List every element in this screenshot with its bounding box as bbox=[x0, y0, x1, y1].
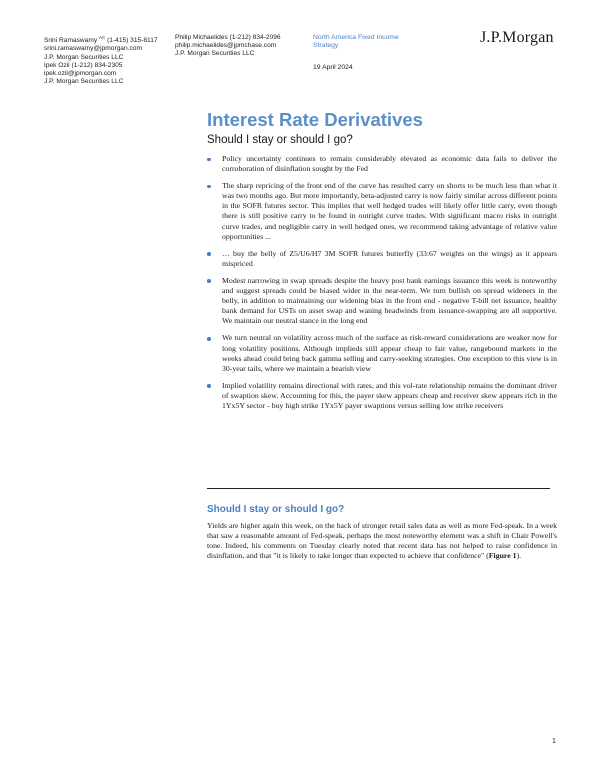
bullet-dot-icon bbox=[207, 384, 211, 388]
body-paragraph bbox=[207, 521, 557, 561]
author-phone: (1-212) 834-2096 bbox=[229, 34, 281, 41]
page-title: Interest Rate Derivatives bbox=[207, 109, 423, 130]
body-text-end: ). bbox=[516, 551, 522, 561]
section-heading: Should I stay or should I go? bbox=[207, 504, 345, 515]
author-line bbox=[44, 62, 158, 70]
author-block-left bbox=[44, 34, 158, 86]
summary-bullet bbox=[207, 154, 557, 174]
bullet-dot-icon bbox=[207, 185, 211, 189]
author-phone: (1-212) 834-2305 bbox=[71, 61, 123, 69]
summary-bullet bbox=[207, 276, 557, 326]
summary-bullet bbox=[207, 333, 557, 373]
author-firm: J.P. Morgan Securities LLC bbox=[44, 53, 124, 61]
bullet-text: Implied volatility remains directional with rates, and this vol-rate relationship remains the dominant driver of swaption skew. Accounting for this, the payer skew appears cheap and receiver skew appears rich in the 1Yx5Y sector - buy high strike 1Yx5Y payer swaptions versus selling low strike receivers bbox=[222, 380, 557, 410]
summary-bullet bbox=[207, 249, 557, 269]
figure-reference-link[interactable]: Figure 1 bbox=[488, 551, 517, 561]
author-line bbox=[175, 34, 281, 42]
section-divider bbox=[207, 488, 550, 489]
author-name: Srini Ramaswamy bbox=[44, 37, 98, 45]
author-firm: J.P. Morgan Securities LLC bbox=[175, 50, 255, 58]
bullet-text: … buy the belly of Z5/U6/H7 3M SOFR futures butterfly (33:67 weights on the wings) as it appears mispriced bbox=[222, 248, 557, 268]
bullet-text: Policy uncertainty continues to remain considerably elevated as economic data fails to deliver the corroboration of disinflation sought by the Fed bbox=[222, 154, 557, 174]
bullet-text: Modest narrowing in swap spreads despite the heavy post bank earnings issuance this week is noteworthy and suggest spreads could be biased wider in the near-term. We turn bullish on spread wideners in the belly, in addition to maintaining our widening bias in the front end - negative T-bill net issuance, healthy bank demand for USTs on asset swap and waning headwinds from issuance-swapping are all supportive. We maintain our neutral stance in the long end bbox=[222, 275, 557, 326]
author-email[interactable]: philip.michaelides@jpmchase.com bbox=[175, 42, 277, 50]
author-email[interactable]: ipek.ozil@jpmorgan.com bbox=[44, 70, 117, 77]
summary-bullet bbox=[207, 181, 557, 242]
summary-bullet bbox=[207, 381, 557, 411]
author-firm: J.P. Morgan Securities LLC bbox=[44, 78, 124, 86]
page-subtitle: Should I stay or should I go? bbox=[207, 134, 353, 146]
author-name: Ipek Ozil bbox=[44, 61, 70, 69]
report-series: North America Fixed Income Strategy bbox=[313, 34, 399, 50]
author-email[interactable]: srini.ramaswamy@jpmorgan.com bbox=[44, 45, 142, 53]
bullet-dot-icon bbox=[207, 279, 211, 283]
page-number: 1 bbox=[552, 738, 556, 745]
body-text: Yields are higher again this week, on the back of stronger retail sales data as well as more Fed-speak. In a week that saw a reasonable amount of Fed-speak, perhaps the most noteworthy element was a shift in Chair Powell's tone. Indeed, his comments on Tuesday clearly noted that recent data has not helped to raise confidence in disinflation, and that "it is likely to take longer than expected to achieve that confidence" ( bbox=[207, 521, 557, 561]
author-line bbox=[44, 34, 158, 45]
bullet-text: The sharp repricing of the front end of the curve has resulted carry on shorts to be much less than what it was two months ago. But more importantly, beta-adjusted carry is now fairly similar across different points in the SOFR futures sector. This implies that well hedged trades will likely offer little carry, even though there is still positive carry to be found in outright curve trades. With significant macro risks in outright curve trades, and negligible carry in well hedged ones, we recommend taking advantage of relative value opportunities ... bbox=[222, 181, 557, 241]
jpmorgan-logo: J.P.Morgan bbox=[480, 29, 554, 46]
author-block-middle bbox=[175, 34, 281, 59]
report-date: 19 April 2024 bbox=[313, 64, 353, 71]
bullet-dot-icon bbox=[207, 337, 211, 341]
bullet-text: We turn neutral on volatility across much of the surface as risk-reward considerations are weaker now for long volatility positions. Although implieds still appear cheap to fair value, rangebound markets in the weeks ahead could bring back gamma selling and carry-seeking strategies. One exception to this view is in 30-year tails, where we maintain a bearish view bbox=[222, 333, 557, 373]
author-phone: (1-415) 315-8117 bbox=[107, 37, 158, 45]
bullet-dot-icon bbox=[207, 158, 211, 162]
author-credential: AC bbox=[98, 35, 106, 40]
author-name: Philip Michaelides bbox=[175, 34, 228, 41]
bullet-dot-icon bbox=[207, 252, 211, 256]
summary-bullet-list bbox=[207, 154, 557, 418]
